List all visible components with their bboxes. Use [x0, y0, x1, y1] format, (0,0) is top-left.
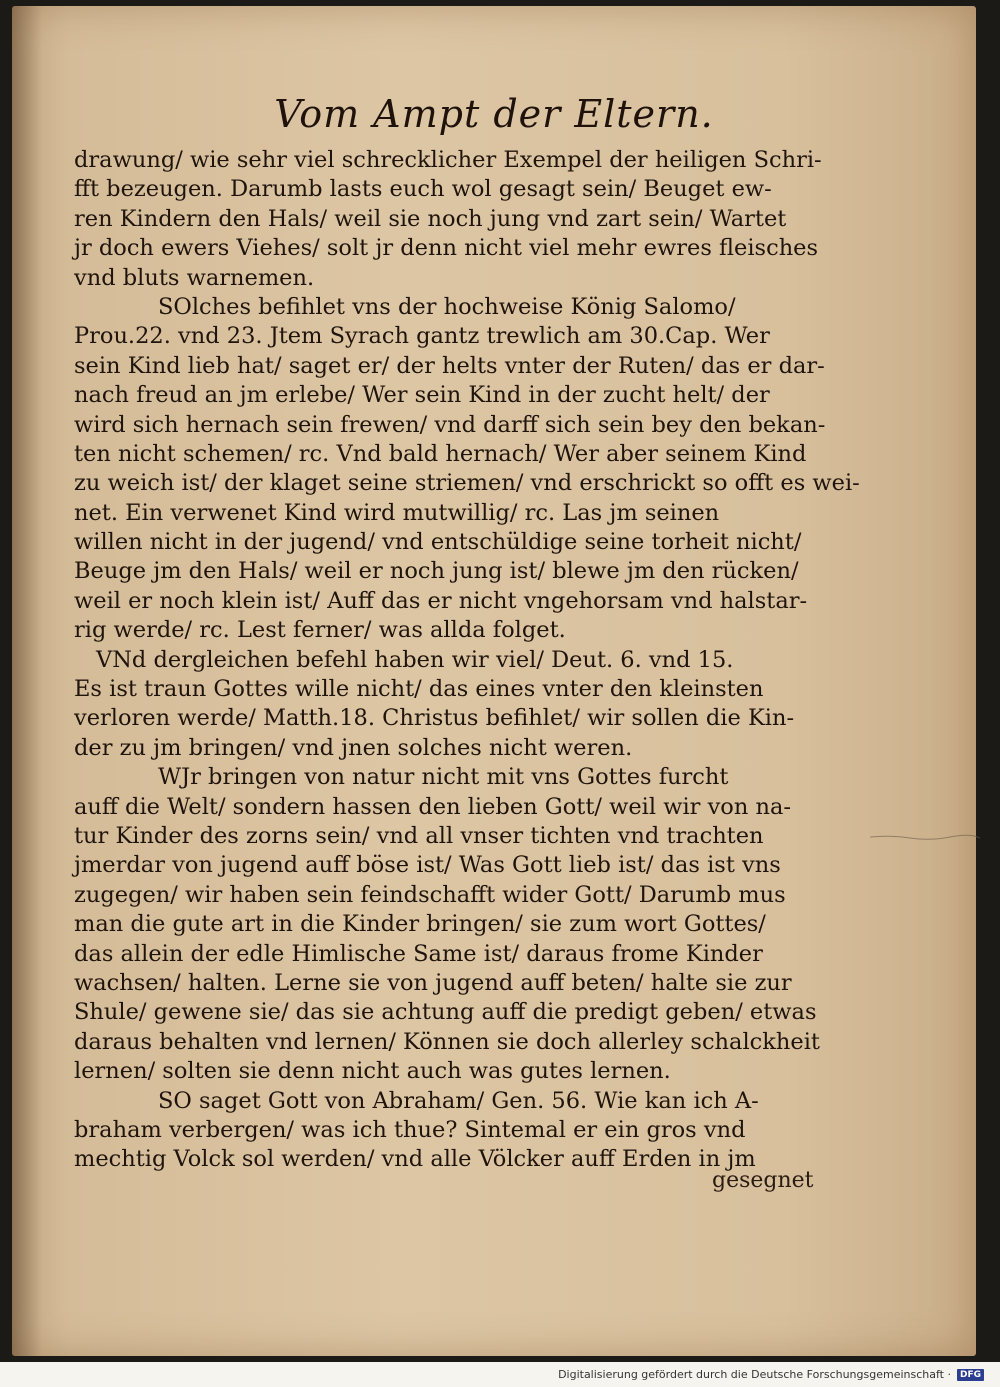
text-line: braham verbergen/ was ich thue? Sintemal er ein gros vnd — [74, 1116, 746, 1143]
text-line: nach freud an jm erlebe/ Wer sein Kind in der zucht helt/ der — [74, 382, 770, 409]
text-line: lernen/ solten sie denn nicht auch was gutes lernen. — [74, 1058, 671, 1085]
text-line: der zu jm bringen/ vnd jnen solches nicht weren. — [74, 734, 633, 761]
text-line: drawung/ wie sehr viel schrecklicher Exempel der heiligen Schri- — [74, 147, 822, 173]
book-page — [12, 6, 976, 1356]
text-line: Shule/ gewene sie/ das sie achtung auff die predigt geben/ etwas — [74, 999, 817, 1026]
catchword: gesegnet — [712, 1168, 814, 1193]
text-line: daraus behalten vnd lernen/ Können sie doch allerley schalckheit — [74, 1028, 820, 1055]
paragraph-start-line: SO saget Gott von Abraham/ Gen. 56. Wie kan ich A- — [158, 1087, 759, 1114]
text-line: Es ist traun Gottes wille nicht/ das eines vnter den kleinsten — [74, 676, 764, 703]
text-line: das allein der edle Himlische Same ist/ daraus frome Kinder — [74, 940, 763, 967]
paragraph-start-line: SOlches befihlet vns der hochweise König Salomo/ — [158, 293, 736, 320]
margin-mark — [870, 834, 980, 840]
funding-credit: Digitalisierung gefördert durch die Deutsche Forschungsgemeinschaft · — [558, 1368, 951, 1381]
text-line: mechtig Volck sol werden/ vnd alle Völcker auff Erden in jm — [74, 1146, 756, 1173]
text-line: weil er noch klein ist/ Auff das er nicht vngehorsam vnd halstar- — [74, 587, 808, 614]
scan-footer — [558, 1368, 984, 1381]
paragraph-start-line: VNd dergleichen befehl haben wir viel/ Deut. 6. vnd 15. — [96, 646, 734, 673]
text-line: zugegen/ wir haben sein feindschafft wider Gott/ Darumb mus — [74, 881, 786, 908]
text-line: wird sich hernach sein frewen/ vnd darff sich sein bey den bekan- — [74, 411, 826, 438]
text-line: fft bezeugen. Darumb lasts euch wol gesagt sein/ Beuget ew- — [74, 176, 772, 203]
text-line: man die gute art in die Kinder bringen/ sie zum wort Gottes/ — [74, 911, 766, 938]
text-line: zu weich ist/ der klaget seine striemen/ vnd erschrickt so offt es wei- — [74, 470, 860, 497]
text-line: ren Kindern den Hals/ weil sie noch jung vnd zart sein/ Wartet — [74, 205, 787, 232]
text-line: auff die Welt/ sondern hassen den lieben Gott/ weil wir von na- — [74, 793, 792, 820]
text-line: jr doch ewers Viehes/ solt jr denn nicht viel mehr ewres fleisches — [74, 235, 819, 262]
page-heading: Vom Ampt der Eltern. — [274, 92, 714, 136]
paragraph-start-line: WJr bringen von natur nicht mit vns Gottes furcht — [158, 764, 729, 791]
text-line: Prou.22. vnd 23. Jtem Syrach gantz trewlich am 30.Cap. Wer — [74, 323, 770, 350]
text-line: verloren werde/ Matth.18. Christus befihlet/ wir sollen die Kin- — [74, 705, 795, 732]
text-line: net. Ein verwenet Kind wird mutwillig/ rc. Las jm seinen — [74, 499, 720, 526]
page-text-block — [74, 146, 874, 1175]
text-line: wachsen/ halten. Lerne sie von jugend auff beten/ halte sie zur — [74, 969, 792, 996]
text-line: vnd bluts warnemen. — [74, 264, 315, 291]
text-line: jmerdar von jugend auff böse ist/ Was Gott lieb ist/ das ist vns — [74, 852, 781, 879]
text-line: sein Kind lieb hat/ saget er/ der helts vnter der Ruten/ das er dar- — [74, 352, 825, 379]
text-line: ten nicht schemen/ rc. Vnd bald hernach/ Wer aber seinem Kind — [74, 440, 807, 467]
text-line: tur Kinder des zorns sein/ vnd all vnser tichten vnd trachten — [74, 822, 764, 849]
text-line: rig werde/ rc. Lest ferner/ was allda folget. — [74, 617, 566, 644]
text-line: willen nicht in der jugend/ vnd entschüldige seine torheit nicht/ — [74, 529, 802, 556]
dfg-logo: DFG — [957, 1369, 984, 1381]
text-line: Beuge jm den Hals/ weil er noch jung ist/ blewe jm den rücken/ — [74, 558, 799, 585]
